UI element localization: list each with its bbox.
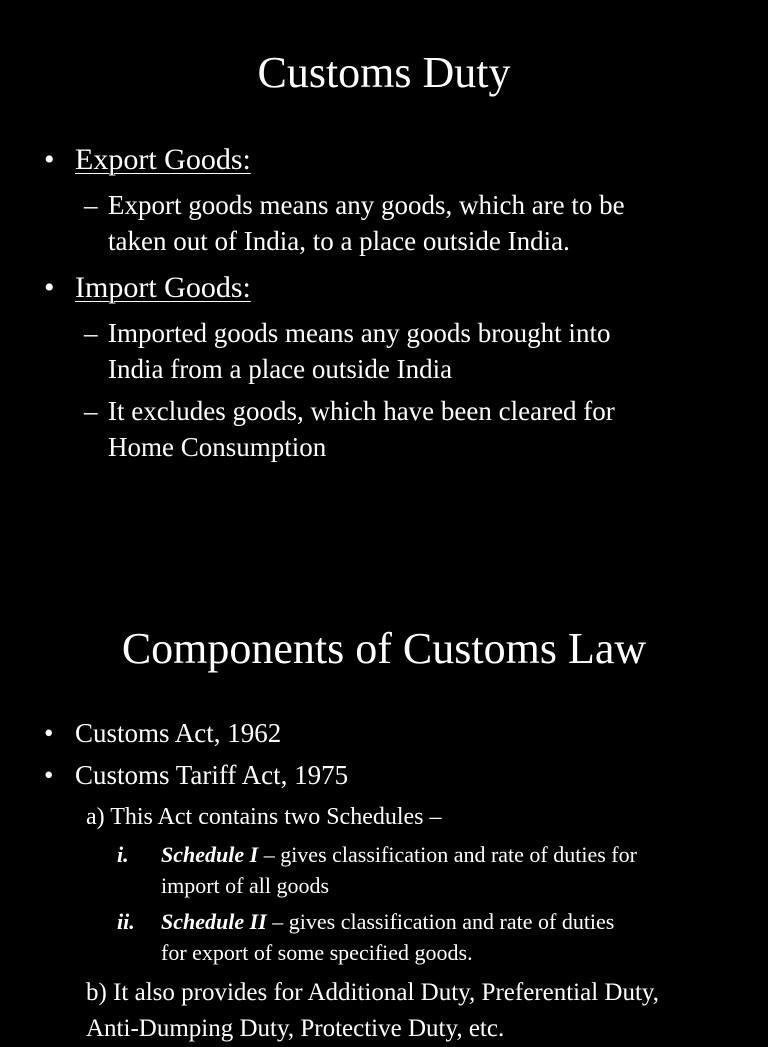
sub-point-a: a) This Act contains two Schedules – xyxy=(86,804,442,830)
schedule-description: – gives classification and rate of duties for xyxy=(258,842,637,867)
line: Home Consumption xyxy=(108,432,327,462)
definition-text xyxy=(108,315,728,387)
slide-title: Components of Customs Law xyxy=(121,624,647,673)
line: Anti-Dumping Duty, Protective Duty, etc. xyxy=(86,1015,505,1042)
line: India from a place outside India xyxy=(108,354,453,384)
bullet-dot-icon: • xyxy=(44,143,55,176)
slide-components-of-customs-law xyxy=(0,512,768,1042)
roman-numeral: ii. xyxy=(117,909,135,934)
line: Export goods means any goods, which are to be xyxy=(108,190,625,220)
line: Imported goods means any goods brought into xyxy=(108,318,611,348)
definition-text xyxy=(108,187,728,259)
bullet-dot-icon: • xyxy=(44,760,54,790)
schedule-description-line2: import of all goods xyxy=(161,873,330,898)
schedule-text xyxy=(161,839,731,901)
bullet-dot-icon: • xyxy=(44,271,55,304)
line: It excludes goods, which have been cleared for xyxy=(108,396,615,426)
schedule-name: Schedule II xyxy=(161,909,267,934)
exclusion-text xyxy=(108,393,728,465)
bullet-text: Customs Act, 1962 xyxy=(75,718,282,748)
schedule-name: Schedule I xyxy=(161,842,259,867)
import-goods-heading: Import Goods: xyxy=(75,271,251,304)
line: taken out of India, to a place outside India. xyxy=(108,226,570,256)
slide-title: Customs Duty xyxy=(257,48,511,97)
slide-customs-duty xyxy=(0,0,768,512)
bullet-text: Customs Tariff Act, 1975 xyxy=(75,760,349,790)
schedule-description-line2: for export of some specified goods. xyxy=(161,940,473,965)
dash-icon: – xyxy=(84,318,98,348)
line: b) It also provides for Additional Duty, Preferential Duty, xyxy=(86,979,660,1006)
schedule-text xyxy=(161,906,731,968)
schedule-description: – gives classification and rate of duties xyxy=(266,909,615,934)
sub-point-b xyxy=(86,975,746,1047)
bullet-dot-icon: • xyxy=(44,718,54,748)
roman-numeral: i. xyxy=(117,842,129,867)
dash-icon: – xyxy=(84,190,98,220)
dash-icon: – xyxy=(84,396,98,426)
export-goods-heading: Export Goods: xyxy=(75,143,251,176)
